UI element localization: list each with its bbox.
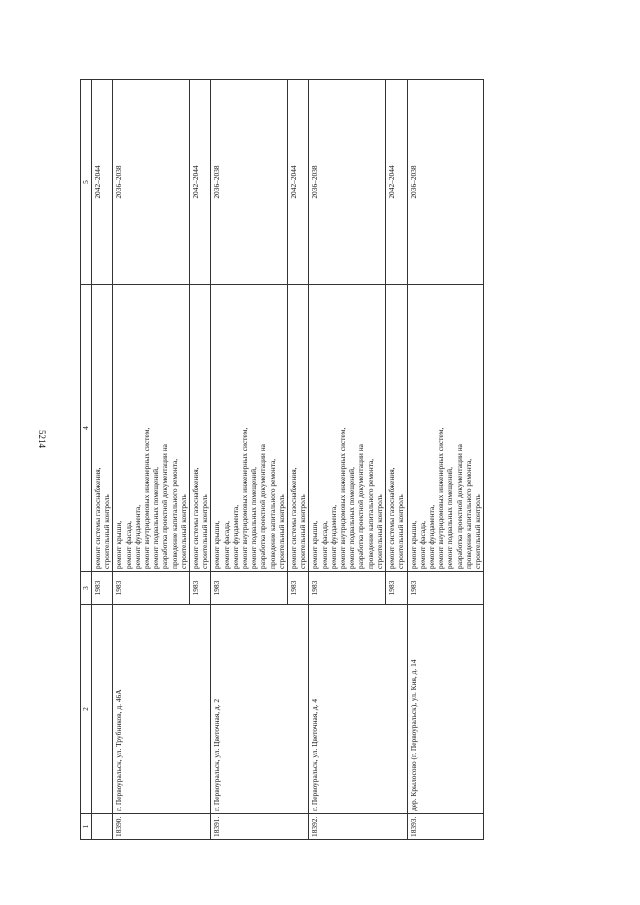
year-cell: 1983 bbox=[211, 572, 288, 605]
work-line: ремонт фасада, bbox=[221, 521, 231, 569]
work-line: ремонт подвальных помещений, bbox=[445, 467, 455, 569]
work-line: ремонт крыши, bbox=[408, 520, 418, 569]
table-row bbox=[113, 80, 190, 840]
work-line: проведение капитального ремонта, bbox=[267, 458, 277, 569]
work-line: ремонт внутридомовых инженерных систем, bbox=[240, 427, 250, 569]
work-line: ремонт системы газоснабжения, bbox=[93, 467, 102, 569]
work-line: ремонт фундамента, bbox=[328, 504, 338, 569]
year-cell: 1983 bbox=[288, 572, 309, 605]
page-number: 5214 bbox=[37, 430, 47, 448]
table-row bbox=[407, 80, 484, 840]
work-line: ремонт крыши, bbox=[114, 520, 124, 569]
work-line: ремонт крыши, bbox=[310, 520, 320, 569]
work-line: строительный контроль bbox=[178, 494, 188, 569]
works-cell bbox=[407, 285, 484, 572]
entry-number: 18393. bbox=[407, 814, 484, 840]
work-line: проведение капитального ремонта, bbox=[463, 458, 473, 569]
work-line: строительный контроль bbox=[200, 494, 210, 569]
work-line: разработка проектной документации на bbox=[454, 444, 464, 569]
header-cell-5: 5 bbox=[81, 80, 92, 285]
work-line: ремонт подвальных помещений, bbox=[347, 467, 357, 569]
entry-address: дер. Крылосово (г. Первоуральск), ул. Кия, д. 14 bbox=[407, 605, 484, 814]
work-line: ремонт подвальных помещений, bbox=[249, 467, 259, 569]
work-line: строительный контроль bbox=[298, 494, 308, 569]
work-line: ремонт системы газоснабжения, bbox=[387, 467, 397, 569]
period-cell: 2036–2038 bbox=[211, 80, 288, 285]
entry-number: 18390. bbox=[113, 814, 211, 840]
work-line: ремонт системы газоснабжения, bbox=[191, 467, 201, 569]
table-row bbox=[309, 80, 386, 840]
repair-schedule-table bbox=[80, 80, 600, 840]
entry-address: г. Первоуральск, ул. Цветочная, д. 2 bbox=[211, 605, 309, 814]
continuation-row bbox=[92, 80, 113, 840]
work-line: ремонт крыши, bbox=[212, 520, 222, 569]
work-line: разработка проектной документации на bbox=[160, 444, 170, 569]
work-line: ремонт фундамента, bbox=[230, 504, 240, 569]
table-row bbox=[211, 80, 288, 840]
year-cell: 1983 bbox=[92, 572, 113, 605]
entry-address: г. Первоуральск, ул. Трубников, д. 46А bbox=[113, 605, 211, 814]
year-cell: 1983 bbox=[190, 572, 211, 605]
work-line: ремонт внутридомовых инженерных систем, bbox=[338, 427, 348, 569]
work-line: ремонт фундамента, bbox=[426, 504, 436, 569]
work-line: ремонт подвальных помещений, bbox=[151, 467, 161, 569]
header-cell-4: 4 bbox=[81, 285, 92, 572]
work-line: строительный контроль bbox=[396, 494, 406, 569]
header-cell-2: 2 bbox=[81, 605, 92, 814]
period-cell: 2042–2044 bbox=[190, 80, 211, 285]
period-cell: 2036–2038 bbox=[309, 80, 386, 285]
work-line: ремонт фасада, bbox=[123, 521, 133, 569]
works-cell bbox=[92, 285, 113, 572]
work-line: разработка проектной документации на bbox=[258, 444, 268, 569]
period-cell: 2042–2044 bbox=[288, 80, 309, 285]
table-rotator bbox=[80, 80, 600, 840]
work-line: ремонт фасада, bbox=[417, 521, 427, 569]
works-cell bbox=[386, 285, 407, 572]
works-cell bbox=[288, 285, 309, 572]
entry-address: г. Первоуральск, ул. Цветочная, д. 4 bbox=[309, 605, 407, 814]
entry-number: 18392. bbox=[309, 814, 407, 840]
header-row bbox=[81, 80, 92, 840]
year-cell: 1983 bbox=[386, 572, 407, 605]
header-cell-1: 1 bbox=[81, 814, 92, 840]
year-cell: 1983 bbox=[309, 572, 386, 605]
work-line: проведение капитального ремонта, bbox=[365, 458, 375, 569]
header-cell-3: 3 bbox=[81, 572, 92, 605]
period-cell: 2042–2044 bbox=[386, 80, 407, 285]
continuation-address bbox=[92, 605, 113, 814]
works-cell bbox=[309, 285, 386, 572]
period-cell: 2036–2038 bbox=[113, 80, 190, 285]
table-body bbox=[92, 80, 484, 840]
work-line: проведение капитального ремонта, bbox=[169, 458, 179, 569]
work-line: строительный контроль bbox=[102, 494, 112, 569]
work-line: разработка проектной документации на bbox=[356, 444, 366, 569]
works-cell bbox=[190, 285, 211, 572]
table bbox=[80, 79, 484, 840]
works-cell bbox=[113, 285, 190, 572]
year-cell: 1983 bbox=[113, 572, 190, 605]
works-cell bbox=[211, 285, 288, 572]
work-line: ремонт системы газоснабжения, bbox=[289, 467, 299, 569]
work-line: строительный контроль bbox=[472, 494, 482, 569]
period-cell: 2042–2044 bbox=[92, 80, 113, 285]
work-line: ремонт фасада, bbox=[319, 521, 329, 569]
year-cell: 1983 bbox=[407, 572, 484, 605]
period-cell: 2036–2038 bbox=[407, 80, 484, 285]
entry-number: 18391. bbox=[211, 814, 309, 840]
work-line: ремонт внутридомовых инженерных систем, bbox=[436, 427, 446, 569]
work-line: строительный контроль bbox=[374, 494, 384, 569]
work-line: ремонт внутридомовых инженерных систем, bbox=[142, 427, 152, 569]
continuation-num bbox=[92, 814, 113, 840]
work-line: ремонт фундамента, bbox=[132, 504, 142, 569]
work-line: строительный контроль bbox=[276, 494, 286, 569]
